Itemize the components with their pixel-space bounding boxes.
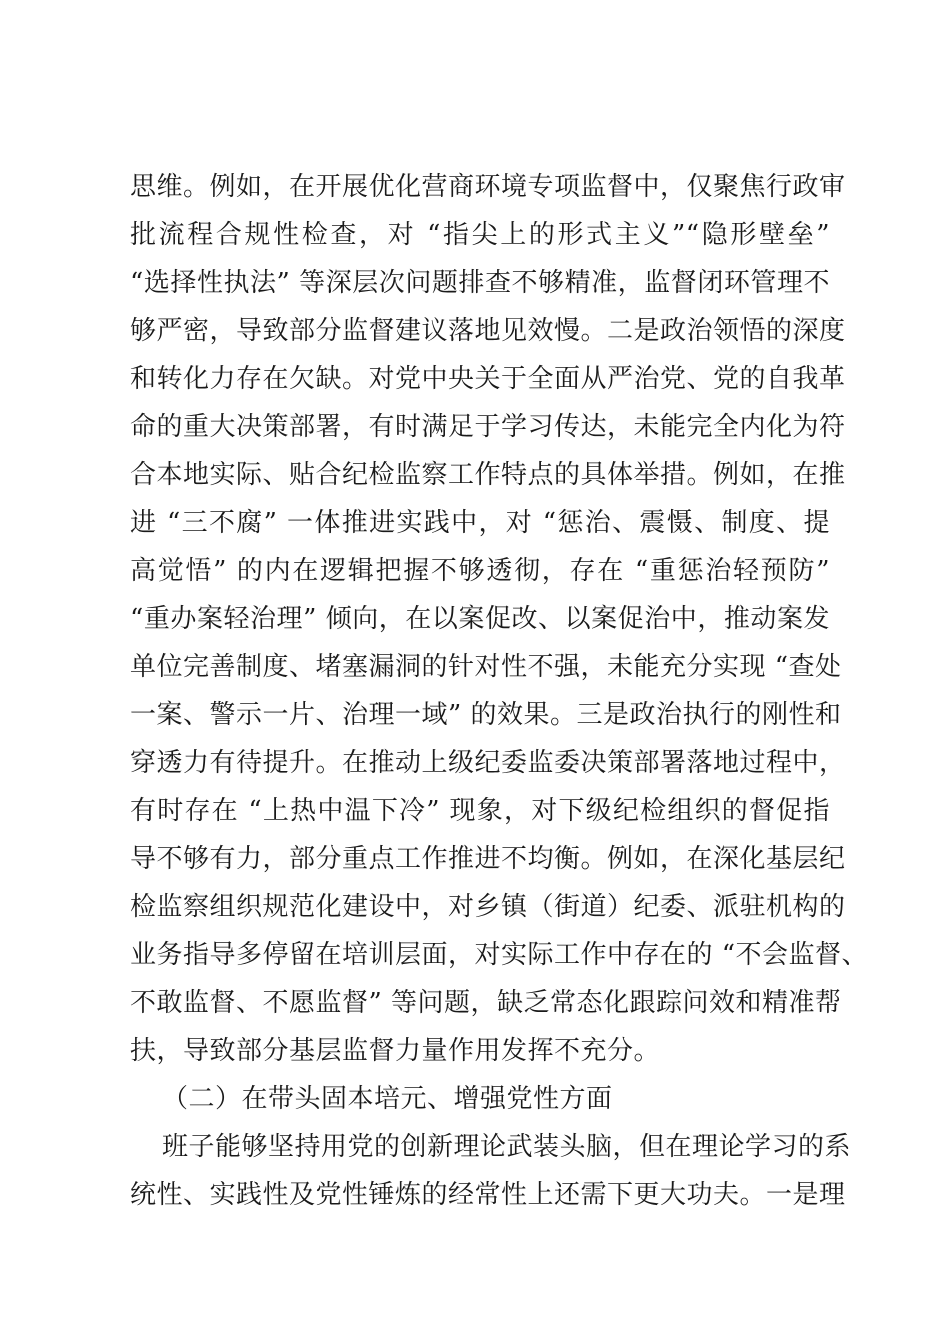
body-text-line: 批流程合规性检查，对 “指尖上的形式主义”“隐形壁垒” xyxy=(130,220,830,250)
body-text-line: 有时存在 “上热中温下冷” 现象，对下级纪检组织的督促指 xyxy=(130,796,830,826)
body-text-line: “重办案轻治理” 倾向，在以案促改、以案促治中，推动案发 xyxy=(130,604,830,634)
body-text-line: 导不够有力，部分重点工作推进不均衡。例如，在深化基层纪 xyxy=(130,844,846,874)
body-text-line: 高觉悟” 的内在逻辑把握不够透彻，存在 “重惩治轻预防” xyxy=(130,556,830,586)
body-text-line: 检监察组织规范化建设中，对乡镇（街道）纪委、派驻机构的 xyxy=(130,892,846,922)
body-text-line: 统性、实践性及党性锤炼的经常性上还需下更大功夫。一是理 xyxy=(130,1180,846,1210)
paragraph-first-line: 班子能够坚持用党的创新理论武装头脑，但在理论学习的系 xyxy=(162,1132,852,1162)
body-text-line: 业务指导多停留在培训层面，对实际工作中存在的 “不会监督、 xyxy=(130,940,869,970)
body-text-line: 进 “三不腐” 一体推进实践中，对 “惩治、震慑、制度、提 xyxy=(130,508,830,538)
section-heading: （二）在带头固本培元、增强党性方面 xyxy=(162,1084,613,1114)
body-text-line: 够严密，导致部分监督建议落地见效慢。二是政治领悟的深度 xyxy=(130,316,846,346)
body-text-line: 思维。例如，在开展优化营商环境专项监督中，仅聚焦行政审 xyxy=(130,172,846,202)
body-text-line: 穿透力有待提升。在推动上级纪委监委决策部署落地过程中， xyxy=(130,748,846,778)
body-text-line: 扶，导致部分基层监督力量作用发挥不充分。 xyxy=(130,1036,661,1066)
body-text-line: “选择性执法” 等深层次问题排查不够精准，监督闭环管理不 xyxy=(130,268,830,298)
body-text-line: 一案、警示一片、治理一域” 的效果。三是政治执行的刚性和 xyxy=(130,700,842,730)
body-text-line: 和转化力存在欠缺。对党中央关于全面从严治党、党的自我革 xyxy=(130,364,846,394)
body-text-line: 合本地实际、贴合纪检监察工作特点的具体举措。例如，在推 xyxy=(130,460,846,490)
body-text-line: 不敢监督、不愿监督” 等问题，缺乏常态化跟踪问效和精准帮 xyxy=(130,988,842,1018)
body-text-line: 命的重大决策部署，有时满足于学习传达，未能完全内化为符 xyxy=(130,412,846,442)
body-text-line: 单位完善制度、堵塞漏洞的针对性不强，未能充分实现 “查处 xyxy=(130,652,842,682)
